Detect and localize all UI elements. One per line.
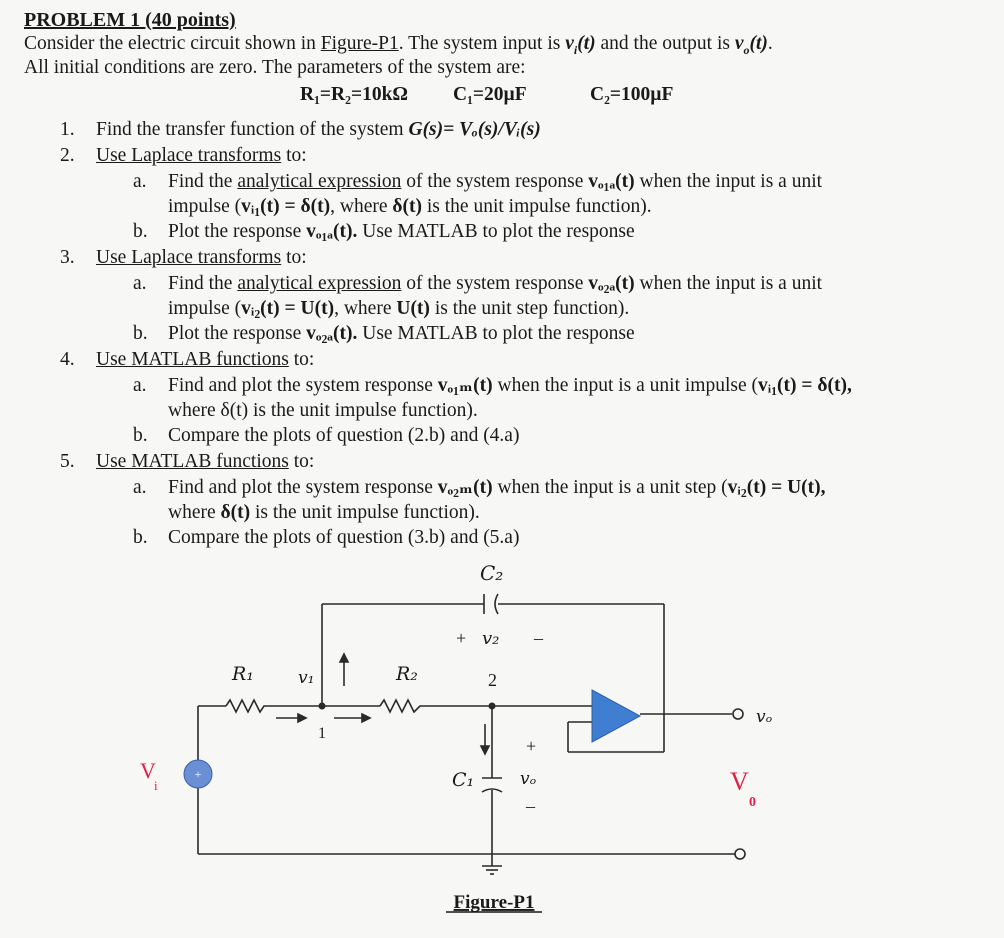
output-terminal-icon (733, 709, 743, 719)
item-2b-letter: b. (133, 221, 148, 242)
item-5-number: 5. (60, 451, 75, 472)
matlab-link[interactable]: Use MATLAB functions (96, 451, 289, 472)
item-1-text: Find the transfer function of the system G(s)= Vₒ(s)/Vᵢ(s) (96, 119, 541, 140)
input-signal: $v_i(t)$ (565, 33, 596, 57)
c2-capacitor (484, 594, 498, 614)
item-5b-letter: b. (133, 527, 148, 548)
item-2a-text-2: impulse (vᵢ₁(t) = δ(t), where δ(t) is the unit impulse function). (168, 196, 652, 217)
item-3-text: Use Laplace transforms to: (96, 247, 307, 268)
item-4b-letter: b. (133, 425, 148, 446)
vo-minus: – (526, 796, 535, 816)
node-1-dot (319, 703, 326, 710)
item-4-number: 4. (60, 349, 75, 370)
vo-output-label: vₒ (756, 707, 773, 727)
vi-red-sub: i (154, 778, 158, 793)
params-r: R₁=R₂=10kΩ (300, 84, 409, 105)
v2-minus: – (534, 628, 543, 648)
circuit-wires (198, 604, 735, 866)
laplace-link[interactable]: Use Laplace transforms (96, 247, 282, 268)
item-5a-letter: a. (133, 477, 147, 498)
item-2a-text: Find the analytical expression of the system response vₒ₁ₐ(t) when the input is a unit (168, 171, 823, 192)
r1-resistor (226, 700, 268, 712)
item-5b-text: Compare the plots of question (3.b) and (5.a) (168, 527, 520, 548)
vo-red-label: V (730, 767, 749, 796)
item-3b-text: Plot the response vₒ₂ₐ(t). Use MATLAB to plot the response (168, 323, 635, 344)
r2-resistor (380, 700, 424, 712)
opamp-triangle (592, 690, 640, 742)
item-3-number: 3. (60, 247, 75, 268)
item-5a-text-2: where δ(t) is the unit impulse function). (168, 502, 480, 523)
item-3a-letter: a. (133, 273, 147, 294)
item-4b-text: Compare the plots of question (2.b) and (4.a) (168, 425, 520, 446)
item-2b-text: Plot the response vₒ₁ₐ(t). Use MATLAB to plot the response (168, 221, 635, 242)
params-c2: C₂=100µF (590, 84, 674, 105)
item-4a-letter: a. (133, 375, 147, 396)
node-2-dot (489, 703, 496, 710)
intro-text: and the output is (595, 33, 735, 54)
item-4-text: Use MATLAB functions to: (96, 349, 315, 370)
ground-icon (482, 866, 502, 874)
laplace-link[interactable]: Use Laplace transforms (96, 145, 282, 166)
item-4a-text: Find and plot the system response vₒ₁ₘ(t) when the input is a unit impulse (vᵢ₁(t) = δ(t), (168, 375, 852, 396)
item-2-text: Use Laplace transforms to: (96, 145, 307, 166)
ground-terminal-icon (735, 849, 745, 859)
item-4a-text-2: where δ(t) is the unit impulse function). (168, 400, 478, 421)
r1-label: R₁ (232, 663, 254, 685)
output-signal: $v_o(t)$ (734, 33, 768, 57)
current-arrow-icon (481, 724, 489, 754)
v2-label: v₂ (482, 628, 500, 649)
item-3a-text: Find the analytical expression of the system response vₒ₂ₐ(t) when the input is a unit (168, 273, 823, 294)
v1-label: v₁ (298, 668, 315, 688)
c2-label: C₂ (480, 561, 504, 585)
item-2a-letter: a. (133, 171, 147, 192)
analytical-link[interactable]: analytical expression (237, 171, 402, 192)
current-arrow-icon (276, 714, 306, 722)
current-arrow-icon (334, 714, 370, 722)
figure-link[interactable]: Figure-P1 (320, 33, 399, 54)
intro-line-2: All initial conditions are zero. The parameters of the system are: (24, 57, 526, 78)
item-1-number: 1. (60, 119, 75, 140)
figure-caption: Figure-P1 (453, 892, 535, 913)
c1-capacitor (482, 778, 502, 792)
matlab-link[interactable]: Use MATLAB functions (96, 349, 289, 370)
params-c1: C₁=20µF (453, 84, 527, 105)
item-3a-text-2: impulse (vᵢ₂(t) = U(t), where U(t) is the unit step function). (168, 298, 630, 319)
vi-red-label: V (140, 758, 156, 783)
v2-plus: + (456, 628, 467, 648)
item-3b-letter: b. (133, 323, 148, 344)
vo-plus: + (526, 736, 537, 756)
analytical-link[interactable]: analytical expression (237, 273, 402, 294)
transfer-function: G(s)= Vₒ(s)/Vᵢ(s) (408, 119, 541, 140)
problem-title: PROBLEM 1 (40 points) (24, 9, 236, 31)
node-1-label: 1 (318, 725, 326, 742)
vo-small-label: vₒ (520, 769, 537, 789)
intro-text: . The system input is (398, 33, 566, 54)
vo-red-sub: 0 (749, 795, 756, 810)
item-2-number: 2. (60, 145, 75, 166)
source-plus: + (194, 767, 202, 781)
item-5-text: Use MATLAB functions to: (96, 451, 315, 472)
c1-label: C₁ (452, 769, 475, 791)
intro-line-1: Consider the electric circuit shown in Figure-P1. The system input is $v_i(t)$ and the output is $v_o(t)$. (24, 33, 773, 57)
r2-label: R₂ (396, 663, 418, 685)
item-5a-text: Find and plot the system response vₒ₂ₘ(t) when the input is a unit step (vᵢ₂(t) = U(t), (168, 477, 826, 498)
current-arrow-icon (340, 654, 348, 686)
node-2-label: 2 (488, 670, 497, 690)
intro-text: Consider the electric circuit shown in (24, 33, 321, 54)
